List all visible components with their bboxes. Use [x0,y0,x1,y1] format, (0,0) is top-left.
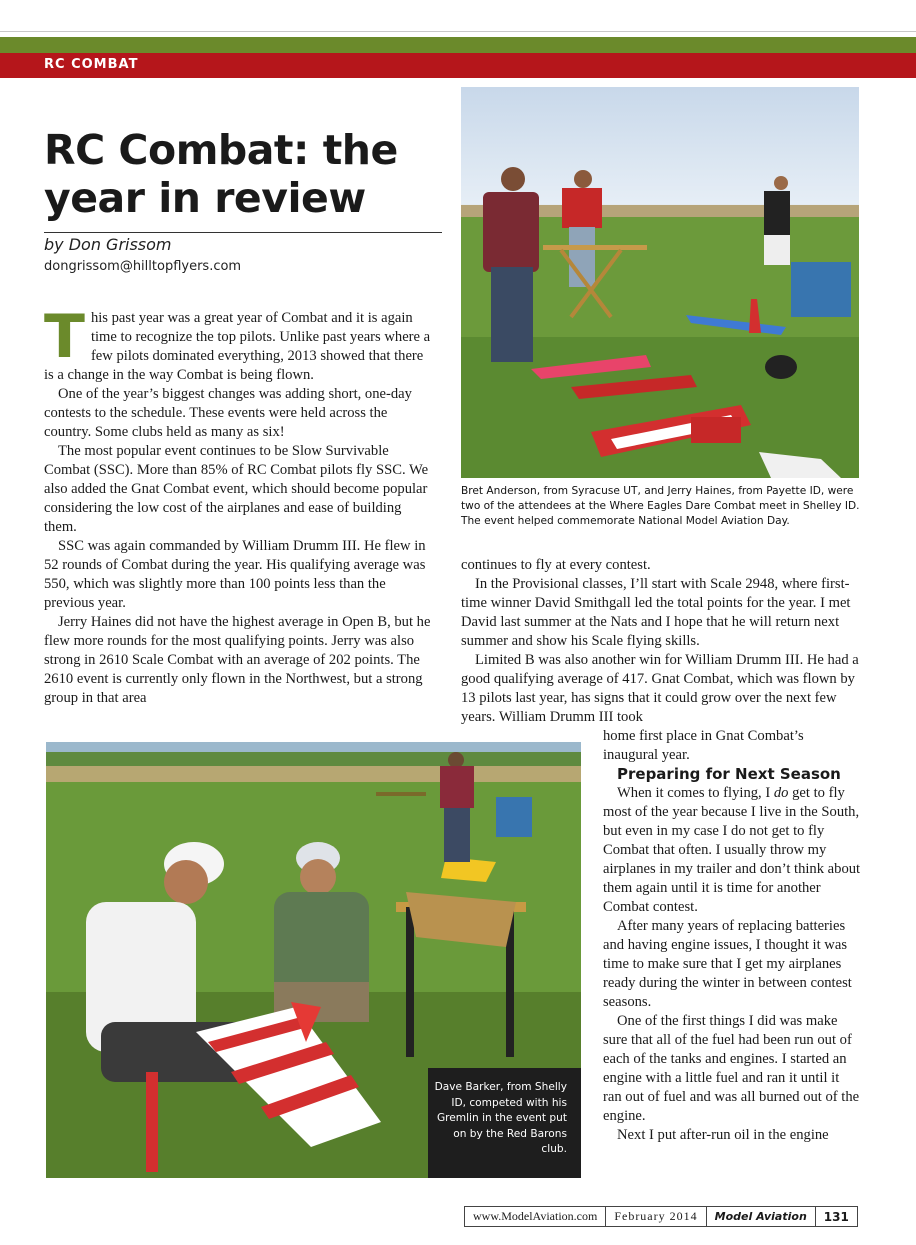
paragraph: Limited B was also another win for William Drumm III. He had a good qualifying average of 417. Gnat Combat, which was flown by 13 pilots last year, has signs that it could grow over the next few years. William Drumm III took [461,652,859,725]
emphasis: do [773,785,789,801]
photo-caption-1: Bret Anderson, from Syracuse UT, and Jerry Haines, from Payette ID, were two of the attendees at the Where Eagles Dare Combat meet in Shelley ID. The event helped commemorate National Model Aviation Day. [461,485,860,527]
article-column-2 [461,556,861,727]
text-run: When it comes to flying, I [617,785,774,801]
photo-caption-2: Dave Barker, from Shelly ID, competed with his Gremlin in the event put on by the Red Barons club. [434,1081,567,1156]
paragraph: Jerry Haines did not have the highest average in Open B, but he flew more rounds for the most qualifying points. Jerry was also strong in 2610 Scale Combat with an average of 202 points. The 2610 event is currently only flown in the Northwest, but a strong group in that area [44,614,431,706]
header-green-band [0,37,916,53]
drop-cap: T [44,302,85,372]
paragraph-continuation: continues to fly at every contest. [461,557,651,573]
footer-magazine-name: Model Aviation [707,1207,816,1226]
page-number: 131 [823,1209,849,1224]
top-rule [0,31,916,32]
paragraph [603,784,861,917]
text-run: get to fly most of the year because I live in the South, but even in my case I do not get to fly Combat that often. I usually throw my airplanes in my trailer and don’t think about them again until it is time for another Combat contest. [603,785,861,915]
paragraph-continuation: home first place in Gnat Combat’s inaugural year. [603,728,804,763]
paragraph: SSC was again commanded by William Drumm III. He flew in 52 rounds of Combat during the year. His qualifying average was 550, which was slightly more than 100 points less than the previous year. [44,538,426,611]
paragraph: Next I put after-run oil in the engine [617,1127,829,1143]
author-email[interactable]: dongrissom@hilltopflyers.com [44,259,242,274]
footer-issue-date: February 2014 [606,1207,706,1226]
paragraph: The most popular event continues to be Slow Survivable Combat (SSC). More than 85% of RC Combat pilots fly SSC. We also added the Gnat Combat event, which should become popular considering the low cost of the airplanes and ease of building them. [44,443,429,535]
photo-combat-meet-illustration [461,87,859,478]
intro-text: his past year was a great year of Combat and it is again time to recognize the top pilots. Unlike past years where a few pilots dominated everything, 2013 showed that there is a change in the way Combat is being flown. [44,310,431,383]
section-label: RC COMBAT [44,57,139,72]
footer-url[interactable]: www.ModelAviation.com [465,1207,606,1226]
paragraph: After many years of replacing batteries and having engine issues, I thought it was time to make sure that I get my airplanes ready during the winter in between contest seasons. [603,918,852,1010]
article-title: RC Combat: the year in review [44,126,398,222]
article-column-3 [603,727,861,1145]
article-column-1 [44,302,434,708]
paragraph: In the Provisional classes, I’ll start with Scale 2948, where first-time winner David Smithgall led the total points for the year. I met David last summer at the Nats and I hope that he will return next summer and show his Scale flying skills. [461,576,851,649]
paragraph: One of the first things I did was make sure that all of the fuel had been run out of each of the tanks and engines. I started an engine with a little fuel and ran it until it ran out of fuel and was all burned out of the engine. [603,1013,860,1124]
title-divider [44,232,442,233]
paragraph-intro [44,302,434,385]
byline: by Don Grissom [44,235,172,254]
paragraph: One of the year’s biggest changes was adding short, one-day contests to the schedule. These events were held across the country. Some clubs held as many as six! [44,386,412,440]
subheading: Preparing for Next Season [617,765,841,783]
page-footer [464,1206,858,1227]
photo-combat-meet [461,87,859,478]
